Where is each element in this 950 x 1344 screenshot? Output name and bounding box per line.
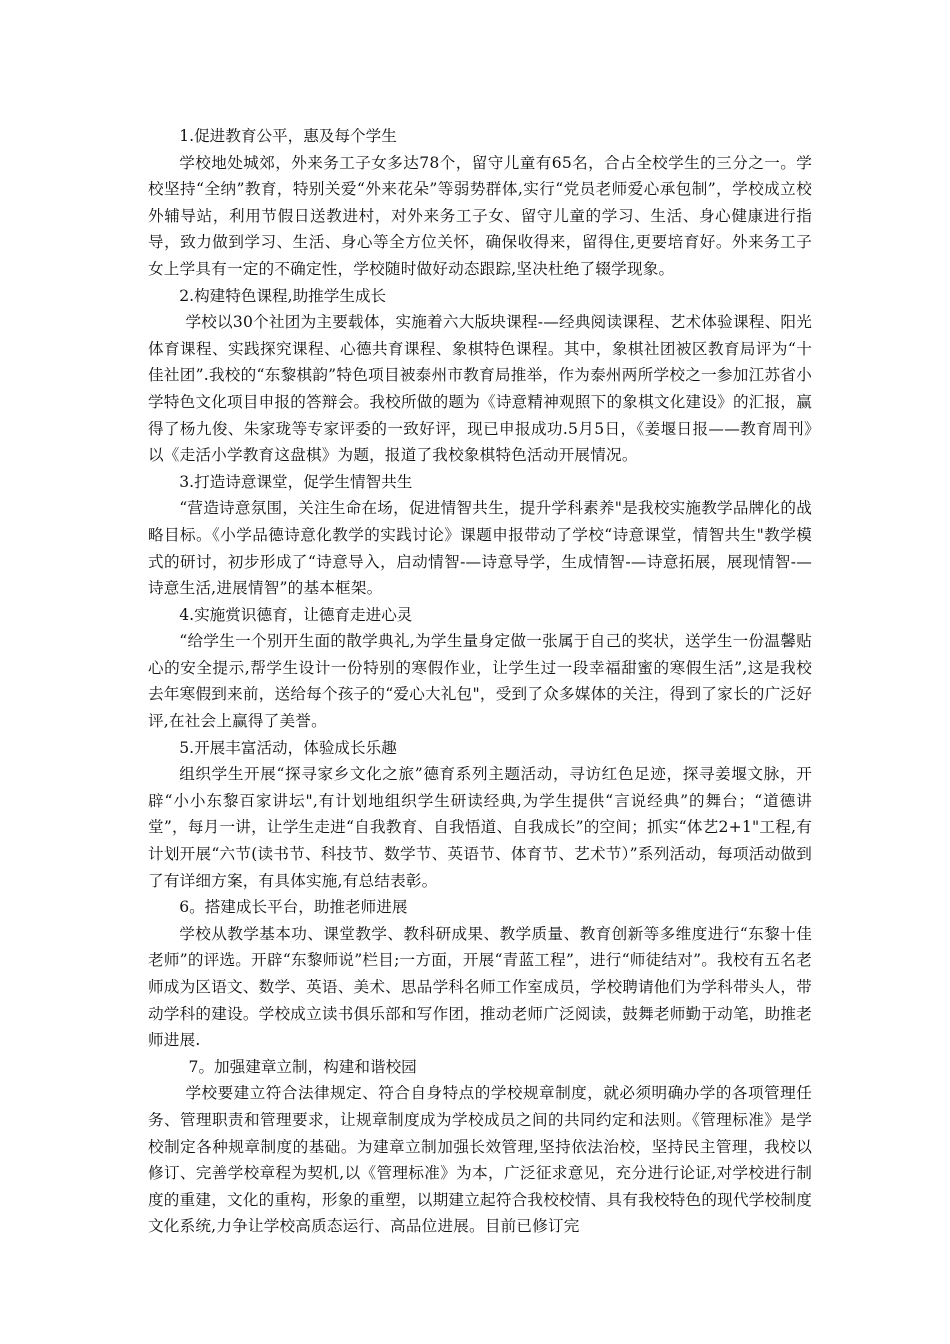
section-2-body: 学校以30个社团为主要载体，实施着六大版块课程-—经典阅读课程、艺术体验课程、阳光体育课程、实践探究课程、心德共育课程、象棋特色课程。其中，象棋社团被区教育局评为“十佳社团”.我校的“东黎棋韵”特色项目被泰州市教育局推举，作为泰州两所学校之一参加江苏省小学特色文化项目申报的答辩会。我校所做的题为《诗意精神观照下的象棋文化建设》的汇报，赢得了杨九俊、朱家珑等专家评委的一致好评，现已申报成功.5月5日，《姜堰日报——教育周刊》以《走活小学教育这盘棋》为题，报道了我校象棋特色活动开展情况。 [148,313,812,465]
section-1-heading: 1.促进教育公平，惠及每个学生 [179,127,397,145]
section-1-body: 学校地处城郊，外来务工子女多达78个，留守儿童有65名，合占全校学生的三分之一。学校坚持“全纳”教育，特别关爱“外来花朵”等弱势群体,实行“党员老师爱心承包制”，学校成立校外辅导站，利用节假日送教进村，对外来务工子女、留守儿童的学习、生活、身心健康进行指导，致力做到学习、生活、身心等全方位关怀，确保收得来，留得住,更要培育好。外来务工子女上学具有一定的不确定性，学校随时做好动态跟踪,坚决杜绝了辍学现象。 [148,153,812,278]
document-page [148,123,812,1240]
section-5-heading: 5.开展丰富活动，体验成长乐趣 [179,738,397,757]
section-2-heading: 2.构建特色课程,助推学生成长 [179,286,387,305]
section-3-heading: 3.打造诗意课堂，促学生情智共生 [179,472,413,491]
section-7-body: 学校要建立符合法律规定、符合自身特点的学校规章制度，就必须明确办学的各项管理任务、管理职责和管理要求，让规章制度成为学校成员之间的共同约定和法则。《管理标准》是学校制定各种规章制度的基础。为建章立制加强长效管理,坚持依法治校，坚持民主管理，我校以修订、完善学校章程为契机,以《管理标准》为本，广泛征求意见，充分进行论证,对学校进行制度的重建，文化的重构，形象的重塑，以期建立起符合我校校情、具有我校特色的现代学校制度文化系统,力争让学校高质态运行、高品位进展。目前已修订完 [148,1084,812,1236]
section-4-heading: 4.实施赏识德育，让德育走进心灵 [179,605,413,624]
section-6-heading: 6。搭建成长平台，助推老师进展 [179,898,408,917]
section-6-body: 学校从教学基本功、课堂教学、教科研成果、教学质量、教育创新等多维度进行“东黎十佳老师”的评选。开辟“东黎师说”栏目;一方面，开展“青蓝工程”，进行“师徒结对”。我校有五名老师成为区语文、数学、英语、美术、思品学科名师工作室成员，学校聘请他们为学科带头人，带动学科的建设。学校成立读书俱乐部和写作团，推动老师广泛阅读，鼓舞老师勤于动笔，助推老师进展. [148,924,812,1050]
section-7-heading: 7。加强建章立制，构建和谐校园 [188,1057,417,1076]
section-5-body: 组织学生开展“探寻家乡文化之旅”德育系列主题活动，寻访红色足迹，探寻姜堰文脉，开辟“小小东黎百家讲坛",有计划地组织学生研读经典,为学生提供“言说经典”的舞台；“道德讲堂”，每月一讲，让学生走进“自我教育、自我悟道、自我成长”的空间；抓实“体艺2+1"工程,有计划开展“六节(读书节、科技节、数学节、英语节、体育节、艺术节）”系列活动，每项活动做到了有详细方案，有具体实施,有总结表彰。 [148,765,812,890]
section-3-body: “营造诗意氛围，关注生命在场，促进情智共生，提升学科素养"是我校实施教学品牌化的战略目标。《小学品德诗意化教学的实践讨论》课题申报带动了学校“诗意课堂，情智共生"教学模式的研讨，初步形成了“诗意导入，启动情智-—诗意导学，生成情智-—诗意拓展，展现情智-—诗意生活,进展情智”的基本框架。 [148,499,812,598]
section-4-body: “给学生一个别开生面的散学典礼,为学生量身定做一张属于自己的奖状，送学生一份温馨贴心的安全提示,帮学生设计一份特别的寒假作业，让学生过一段幸福甜蜜的寒假生活”,这是我校去年寒假到来前，送给每个孩子的“爱心大礼包"，受到了众多媒体的关注，得到了家长的广泛好评,在社会上赢得了美誉。 [148,632,812,731]
